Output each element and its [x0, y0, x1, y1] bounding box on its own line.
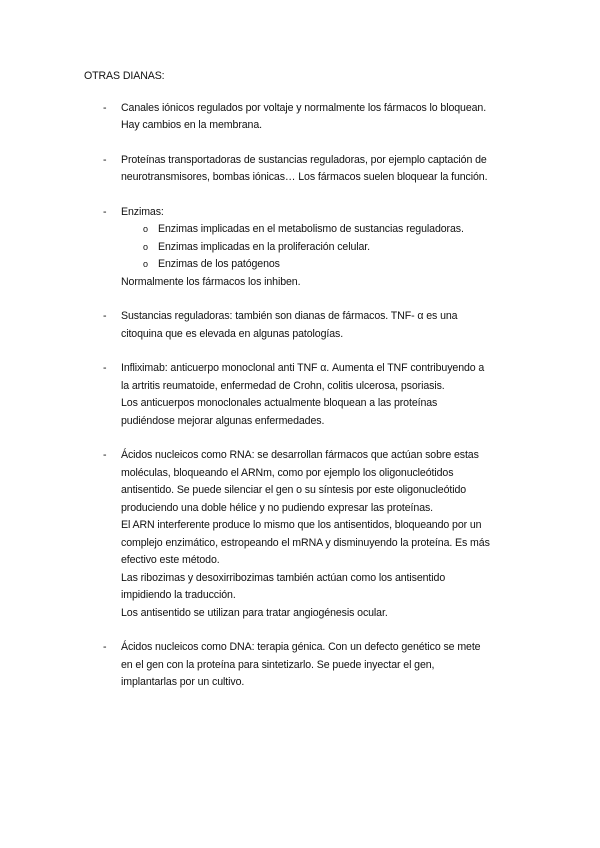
- list-item: [84, 447, 524, 622]
- document-body: [84, 68, 524, 709]
- text-line: Hay cambios en la membrana.: [121, 119, 262, 131]
- text-line: Las ribozimas y desoxirribozimas también actúan como los antisentido: [121, 571, 446, 584]
- bullet-dash: -: [103, 153, 107, 166]
- list-item: [84, 360, 524, 430]
- text-line: efectivo este método.: [121, 554, 220, 566]
- bullet-dash: -: [103, 449, 107, 461]
- text-line: Normalmente los fármacos los inhiben.: [121, 275, 301, 288]
- bullet-dash: -: [103, 641, 107, 653]
- text-line: Proteínas transportadoras de sustancias reguladoras, por ejemplo captación de: [121, 153, 487, 166]
- bullet-list: [84, 100, 524, 692]
- text-line: Los anticuerpos monoclonales actualmente bloquean a las proteínas: [121, 397, 438, 409]
- sub-list-item: [121, 239, 524, 257]
- text-line: Sustancias reguladoras: también son dianas de fármacos. TNF- α es una: [121, 310, 458, 322]
- list-item: [84, 308, 524, 343]
- text-line: Enzimas:: [121, 205, 164, 218]
- text-line: complejo enzimático, estropeando el mRNA y disminuyendo la proteína. Es más: [121, 536, 490, 549]
- text-line: Infliximab: anticuerpo monoclonal anti TNF α. Aumenta el TNF contribuyendo a: [121, 362, 485, 374]
- text-line: moléculas, bloqueando el ARNm, como por ejemplo los oligonucleótidos: [121, 466, 454, 479]
- text-line: neurotransmisores, bombas iónicas… Los fármacos suelen bloquear la función.: [121, 171, 488, 183]
- text-line: Ácidos nucleicos como RNA: se desarrollan fármacos que actúan sobre estas: [121, 449, 479, 461]
- bullet-dash: -: [103, 362, 107, 374]
- list-item: [84, 152, 524, 187]
- sub-item-text: Enzimas implicadas en la proliferación celular.: [158, 240, 370, 253]
- text-line: en el gen con la proteína para sintetizarlo. Se puede inyectar el gen,: [121, 658, 435, 671]
- list-item: [84, 204, 524, 292]
- text-line: Ácidos nucleicos como DNA: terapia génica. Con un defecto genético se mete: [121, 641, 481, 653]
- list-item: [84, 639, 524, 692]
- sub-item-text: Enzimas de los patógenos: [158, 258, 280, 270]
- text-line: pudiéndose mejorar algunas enfermedades.: [121, 414, 325, 427]
- circle-bullet-icon: o: [143, 224, 148, 234]
- text-line: antisentido. Se puede silenciar el gen o su síntesis por este oligonucleótido: [121, 484, 467, 496]
- bullet-dash: -: [103, 205, 107, 218]
- text-line: Los antisentido se utilizan para tratar angiogénesis ocular.: [121, 606, 388, 619]
- document-heading: OTRAS DIANAS:: [84, 70, 165, 82]
- text-line: citoquina que es elevada en algunas patologías.: [121, 327, 344, 340]
- circle-bullet-icon: o: [143, 259, 148, 269]
- text-line: implantarlas por un cultivo.: [121, 676, 245, 688]
- bullet-dash: -: [103, 101, 107, 114]
- list-item: [84, 100, 524, 135]
- sub-list: [121, 221, 524, 274]
- text-line: Canales iónicos regulados por voltaje y normalmente los fármacos lo bloquean.: [121, 101, 487, 114]
- bullet-dash: -: [103, 310, 107, 322]
- sub-list-item: [121, 221, 524, 239]
- text-line: impidiendo la traducción.: [121, 589, 236, 601]
- sub-list-item: [121, 256, 524, 274]
- sub-item-text: Enzimas implicadas en el metabolismo de sustancias reguladoras.: [158, 223, 464, 235]
- text-line: produciendo una doble hélice y no pudiendo expresar las proteínas.: [121, 501, 434, 514]
- text-line: la artritis reumatoide, enfermedad de Crohn, colitis ulcerosa, psoriasis.: [121, 379, 445, 392]
- circle-bullet-icon: o: [143, 241, 148, 252]
- text-line: El ARN interferente produce lo mismo que los antisentidos, bloqueando por un: [121, 519, 482, 531]
